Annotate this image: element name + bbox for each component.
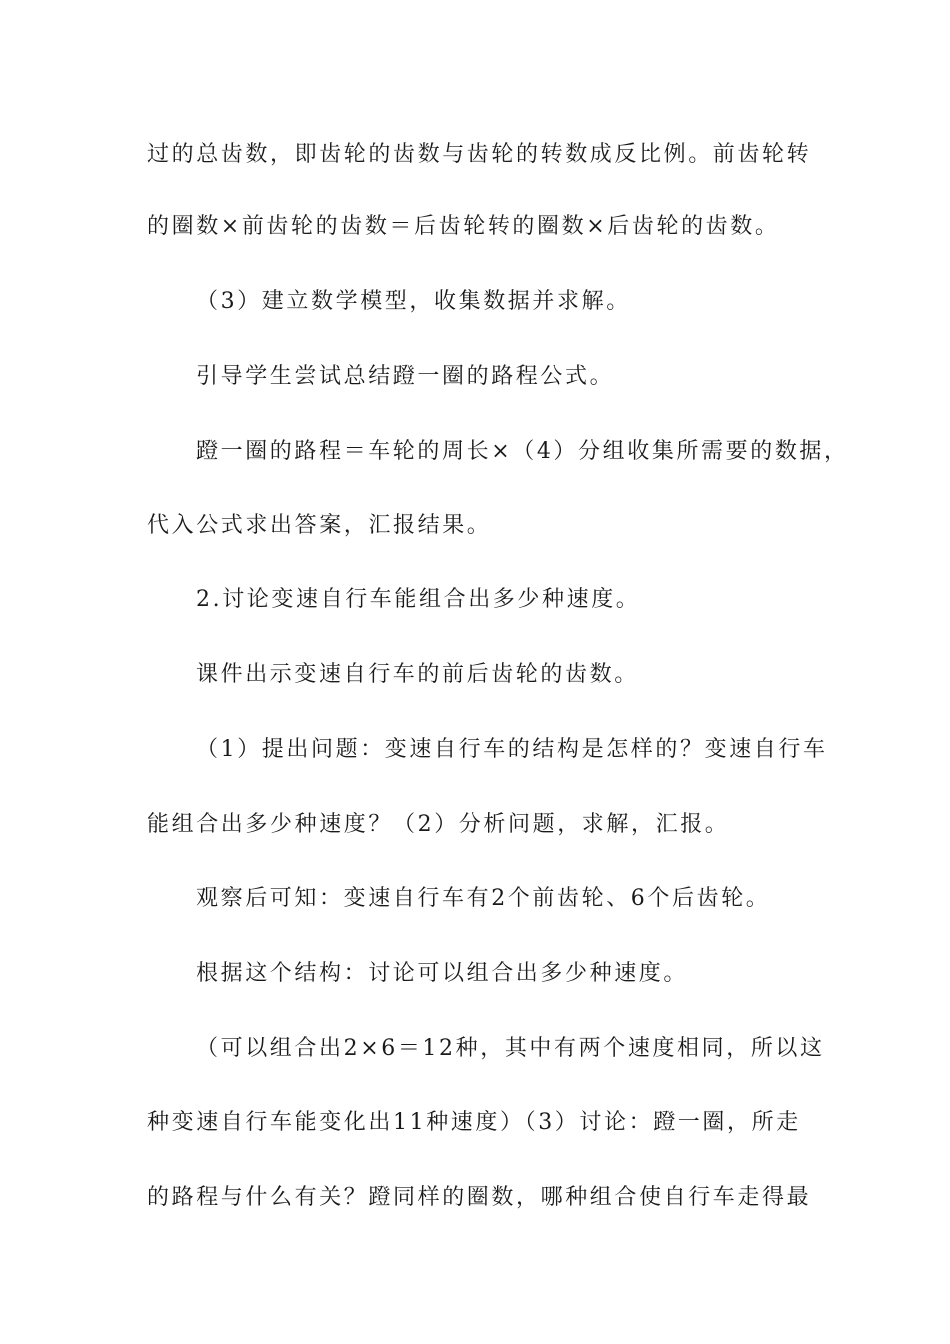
text-line: 代入公式求出答案，汇报结果。: [147, 513, 492, 538]
text-line: 观察后可知：变速自行车有2个前齿轮、6个后齿轮。: [196, 886, 771, 911]
text-line: （3）建立数学模型，收集数据并求解。: [196, 289, 631, 314]
text-line: 蹬一圈的路程＝车轮的周长×（4）分组收集所需要的数据，: [196, 439, 849, 464]
text-line: （1）提出问题：变速自行车的结构是怎样的？变速自行车: [196, 737, 828, 762]
text-line: 种变速自行车能变化出11种速度）（3）讨论：蹬一圈，所走: [147, 1110, 801, 1135]
text-line: 过的总齿数，即齿轮的齿数与齿轮的转数成反比例。前齿轮转: [147, 142, 812, 167]
text-line: 能组合出多少种速度？（2）分析问题，求解，汇报。: [147, 812, 730, 837]
text-line: 课件出示变速自行车的前后齿轮的齿数。: [196, 662, 639, 687]
text-line: 根据这个结构：讨论可以组合出多少种速度。: [196, 961, 689, 986]
text-line: 2.讨论变速自行车能组合出多少种速度。: [196, 587, 641, 612]
text-line: 的路程与什么有关？蹬同样的圈数，哪种组合使自行车走得最: [147, 1185, 812, 1210]
text-line: 引导学生尝试总结蹬一圈的路程公式。: [196, 364, 615, 389]
text-line: 的圈数×前齿轮的齿数＝后齿轮转的圈数×后齿轮的齿数。: [147, 214, 780, 239]
text-line: （可以组合出2×6＝12种，其中有两个速度相同，所以这: [196, 1036, 825, 1061]
